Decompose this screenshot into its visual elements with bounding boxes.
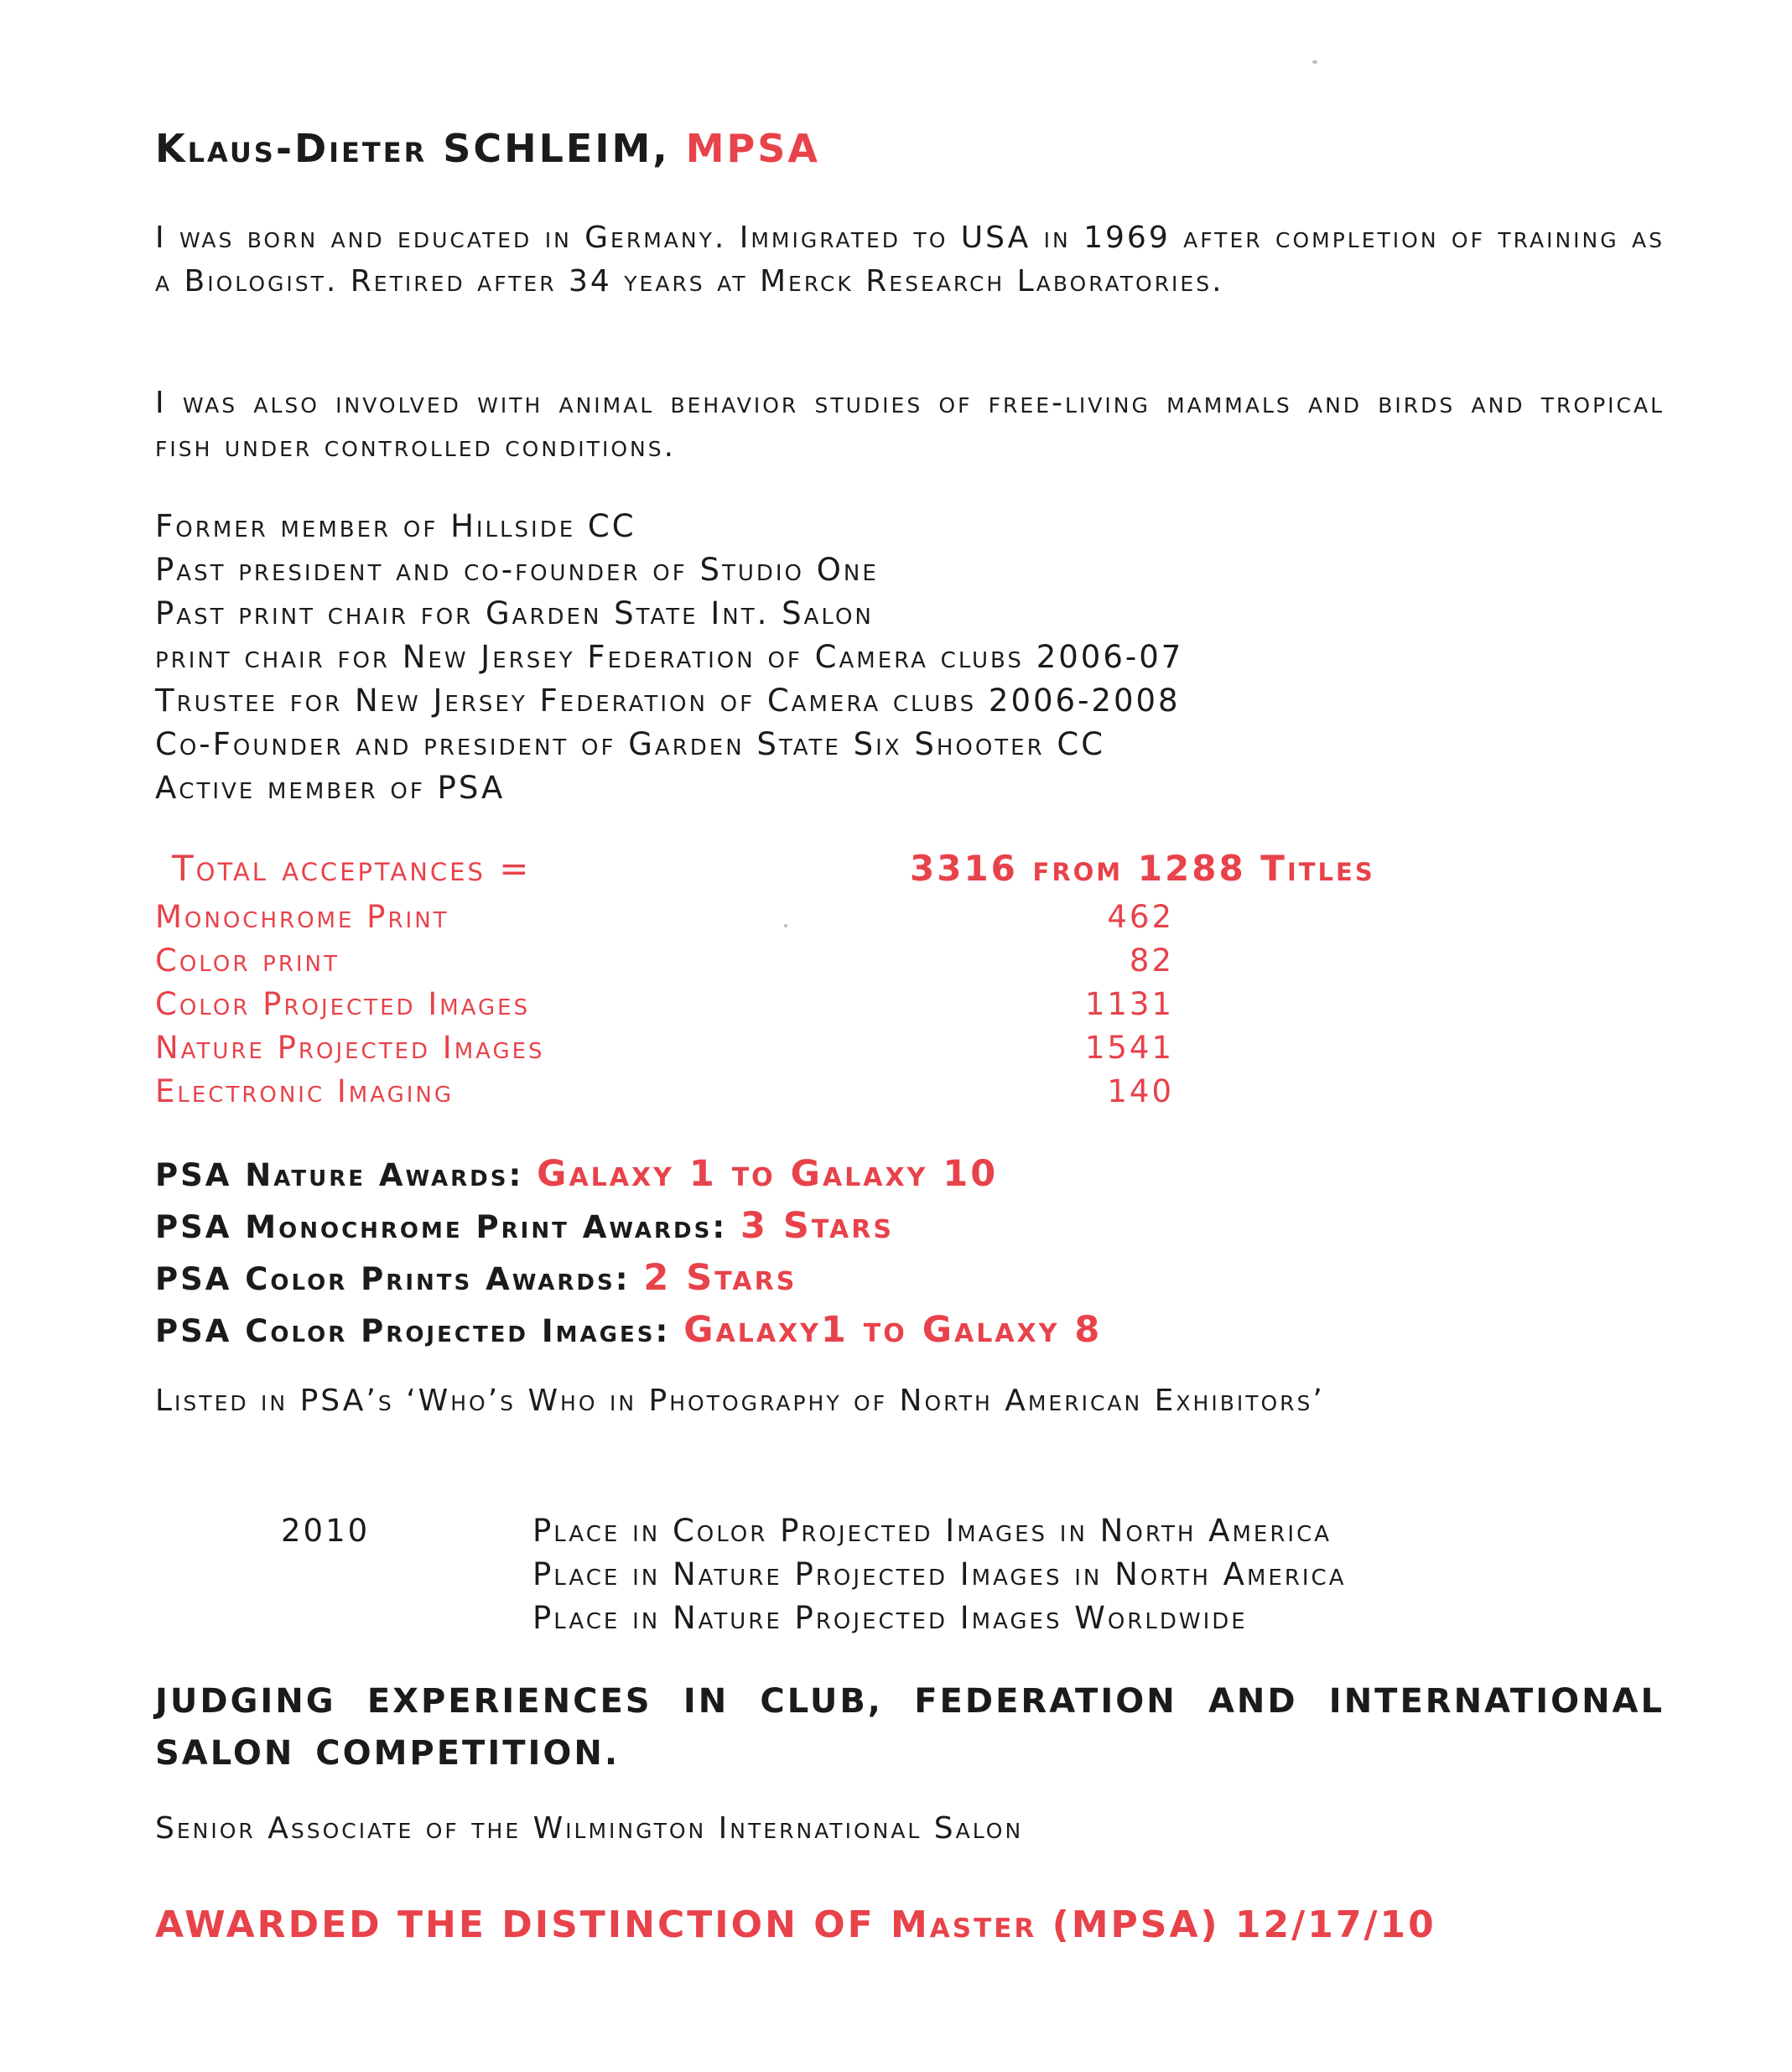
role-item: print chair for New Jersey Federation of Camera clubs 2006-07 xyxy=(155,639,1184,675)
award-value: Galaxy 1 to Galaxy 10 xyxy=(537,1153,999,1195)
ranking-year: 2010 xyxy=(281,1513,371,1549)
page-title xyxy=(155,126,820,171)
role-item: Past print chair for Garden State Int. Salon xyxy=(155,595,874,631)
master-distinction-line: AWARDED THE DISTINCTION OF Master (MPSA) 12/17/10 xyxy=(155,1903,1436,1946)
acceptance-row xyxy=(155,1026,1665,1070)
scan-speck xyxy=(784,924,787,927)
role-item: Trustee for New Jersey Federation of Camera clubs 2006-2008 xyxy=(155,683,1181,719)
acceptance-row xyxy=(155,939,1665,983)
role-item: Co-Founder and president of Garden State Six Shooter CC xyxy=(155,726,1106,762)
acceptance-label: Monochrome Print xyxy=(155,899,449,935)
acceptances-total-row xyxy=(155,847,1665,896)
award-label: PSA Color Projected Images: xyxy=(155,1313,671,1349)
acceptance-value: 1131 xyxy=(1084,986,1174,1022)
judging-paragraph: JUDGING EXPERIENCES IN CLUB, FEDERATION AND INTERNATIONAL SALON COMPETITION. xyxy=(155,1682,1665,1773)
award-item xyxy=(155,1305,1102,1357)
ranking-text: Place in Color Projected Images in North America xyxy=(532,1513,1332,1549)
acceptance-value: 1541 xyxy=(1084,1030,1174,1066)
senior-associate-line: Senior Associate of the Wilmington International Salon xyxy=(155,1811,1024,1846)
award-label: PSA Nature Awards: xyxy=(155,1157,524,1193)
ranking-text: Place in Nature Projected Images Worldwide xyxy=(532,1600,1248,1636)
acceptances-table xyxy=(155,847,1665,1114)
acceptance-label: Color Projected Images xyxy=(155,986,531,1022)
role-item: Past president and co-founder of Studio One xyxy=(155,552,879,588)
acceptance-value: 462 xyxy=(1107,899,1174,935)
bio-paragraph-1: I was born and educated in Germany. Immigrated to USA in 1969 after completion of training as a Biologist. Retired after 34 years at Merck Research Laboratories. xyxy=(155,221,1665,299)
awards-list xyxy=(155,1149,1102,1357)
acceptance-label: Electronic Imaging xyxy=(155,1073,454,1109)
acceptances-total-label: Total acceptances = xyxy=(172,848,532,889)
ranking-text: Place in Nature Projected Images in North America xyxy=(532,1556,1347,1592)
whos-who-paragraph: Listed in PSA’s ‘Who’s Who in Photography of North American Exhibitors’ xyxy=(155,1384,1325,1418)
acceptance-row xyxy=(155,1070,1665,1114)
award-value: Galaxy1 to Galaxy 8 xyxy=(683,1309,1103,1351)
acceptances-total-value: 3316 from 1288 Titles xyxy=(910,848,1375,889)
scan-speck xyxy=(1312,60,1317,64)
author-name: Klaus-Dieter SCHLEIM, xyxy=(155,126,670,171)
award-item xyxy=(155,1253,1102,1305)
acceptance-value: 140 xyxy=(1107,1073,1174,1109)
author-distinction: MPSA xyxy=(685,126,820,171)
bio-paragraph-2: I was also involved with animal behavior studies of free-living mammals and birds and tropical fish under controlled conditions. xyxy=(155,386,1665,464)
award-value: 2 Stars xyxy=(643,1257,797,1299)
award-label: PSA Color Prints Awards: xyxy=(155,1261,631,1297)
acceptance-label: Nature Projected Images xyxy=(155,1030,545,1066)
acceptance-label: Color print xyxy=(155,943,340,979)
acceptance-row xyxy=(155,983,1665,1026)
acceptance-row xyxy=(155,896,1665,939)
award-label: PSA Monochrome Print Awards: xyxy=(155,1209,728,1245)
award-item xyxy=(155,1149,1102,1201)
award-value: 3 Stars xyxy=(740,1205,894,1247)
acceptance-value: 82 xyxy=(1129,943,1174,979)
award-item xyxy=(155,1201,1102,1253)
roles-list xyxy=(155,505,1183,810)
role-item: Former member of Hillside CC xyxy=(155,508,636,544)
role-item: Active member of PSA xyxy=(155,770,506,806)
